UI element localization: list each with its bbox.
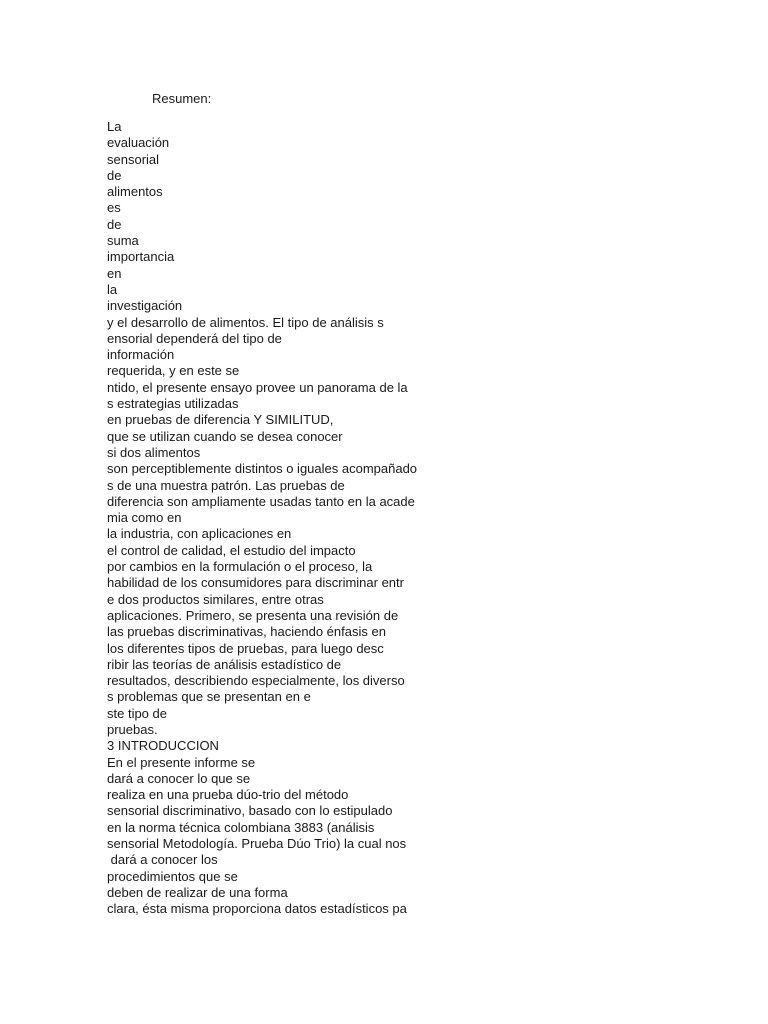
text-line: las pruebas discriminativas, haciendo énfasis en [107, 624, 386, 640]
text-line: de [107, 216, 122, 232]
text-line: que se utilizan cuando se desea conocer [107, 428, 343, 444]
text-line: de [107, 167, 122, 183]
text-line: investigación [107, 298, 183, 314]
text-line: deben de realizar de una forma [107, 884, 288, 900]
text-line: s de una muestra patrón. Las pruebas de [107, 477, 345, 493]
text-line: ribir las teorías de análisis estadístico de [107, 656, 342, 672]
text-line: información [107, 347, 175, 363]
text-line: sensorial Metodología. Prueba Dúo Trio) la cual nos [107, 836, 407, 852]
text-line: la [107, 281, 118, 297]
text-line: sensorial [107, 151, 160, 167]
text-line: habilidad de los consumidores para discriminar entr [107, 575, 404, 591]
text-line: y el desarrollo de alimentos. El tipo de análisis s [107, 314, 384, 330]
text-line: La [107, 119, 122, 134]
text-line: s problemas que se presentan en e [107, 689, 311, 705]
text-line: ensorial dependerá del tipo de [107, 330, 282, 346]
text-line: si dos alimentos [107, 444, 201, 460]
text-line: clara, ésta misma proporciona datos estadísticos pa [107, 901, 407, 917]
text-line: el control de calidad, el estudio del impacto [107, 542, 356, 558]
text-line: ntido, el presente ensayo provee un panorama de la [107, 379, 408, 395]
text-line: evaluación [107, 135, 170, 151]
text-line: procedimientos que se [107, 868, 238, 884]
text-line: requerida, y en este se [107, 363, 240, 379]
summary-heading: Resumen: [152, 91, 212, 106]
text-line: dará a conocer los [107, 852, 218, 868]
text-line: son perceptiblemente distintos o iguales acompañado [107, 461, 418, 477]
text-line: por cambios en la formulación o el proceso, la [107, 559, 373, 575]
text-line: en pruebas de diferencia Y SIMILITUD, [107, 412, 334, 428]
text-line: resultados, describiendo especialmente, los diverso [107, 673, 405, 689]
text-line: es [107, 200, 121, 216]
text-line: realiza en una prueba dúo-trio del método [107, 787, 349, 803]
text-line: aplicaciones. Primero, se presenta una revisión de [107, 607, 399, 623]
text-line: sensorial discriminativo, basado con lo estipulado [107, 803, 393, 819]
text-line: e dos productos similares, entre otras [107, 591, 324, 607]
text-line: suma [107, 233, 139, 249]
text-line: 3 INTRODUCCION [107, 738, 219, 754]
text-line: s estrategias utilizadas [107, 396, 239, 412]
text-line: en [107, 265, 122, 281]
text-line: ste tipo de [107, 705, 167, 721]
text-line: los diferentes tipos de pruebas, para luego desc [107, 640, 384, 656]
text-line: pruebas. [107, 721, 158, 737]
text-line: en la norma técnica colombiana 3883 (análisis [107, 819, 375, 835]
text-line: diferencia son ampliamente usadas tanto en la acade [107, 493, 415, 509]
text-line: la industria, con aplicaciones en [107, 526, 292, 542]
text-line: mia como en [107, 510, 182, 526]
text-line: En el presente informe se [107, 754, 256, 770]
text-line: alimentos [107, 184, 163, 200]
text-line: importancia [107, 249, 175, 265]
document-body [107, 119, 417, 918]
text-line: dará a conocer lo que se [107, 770, 251, 786]
